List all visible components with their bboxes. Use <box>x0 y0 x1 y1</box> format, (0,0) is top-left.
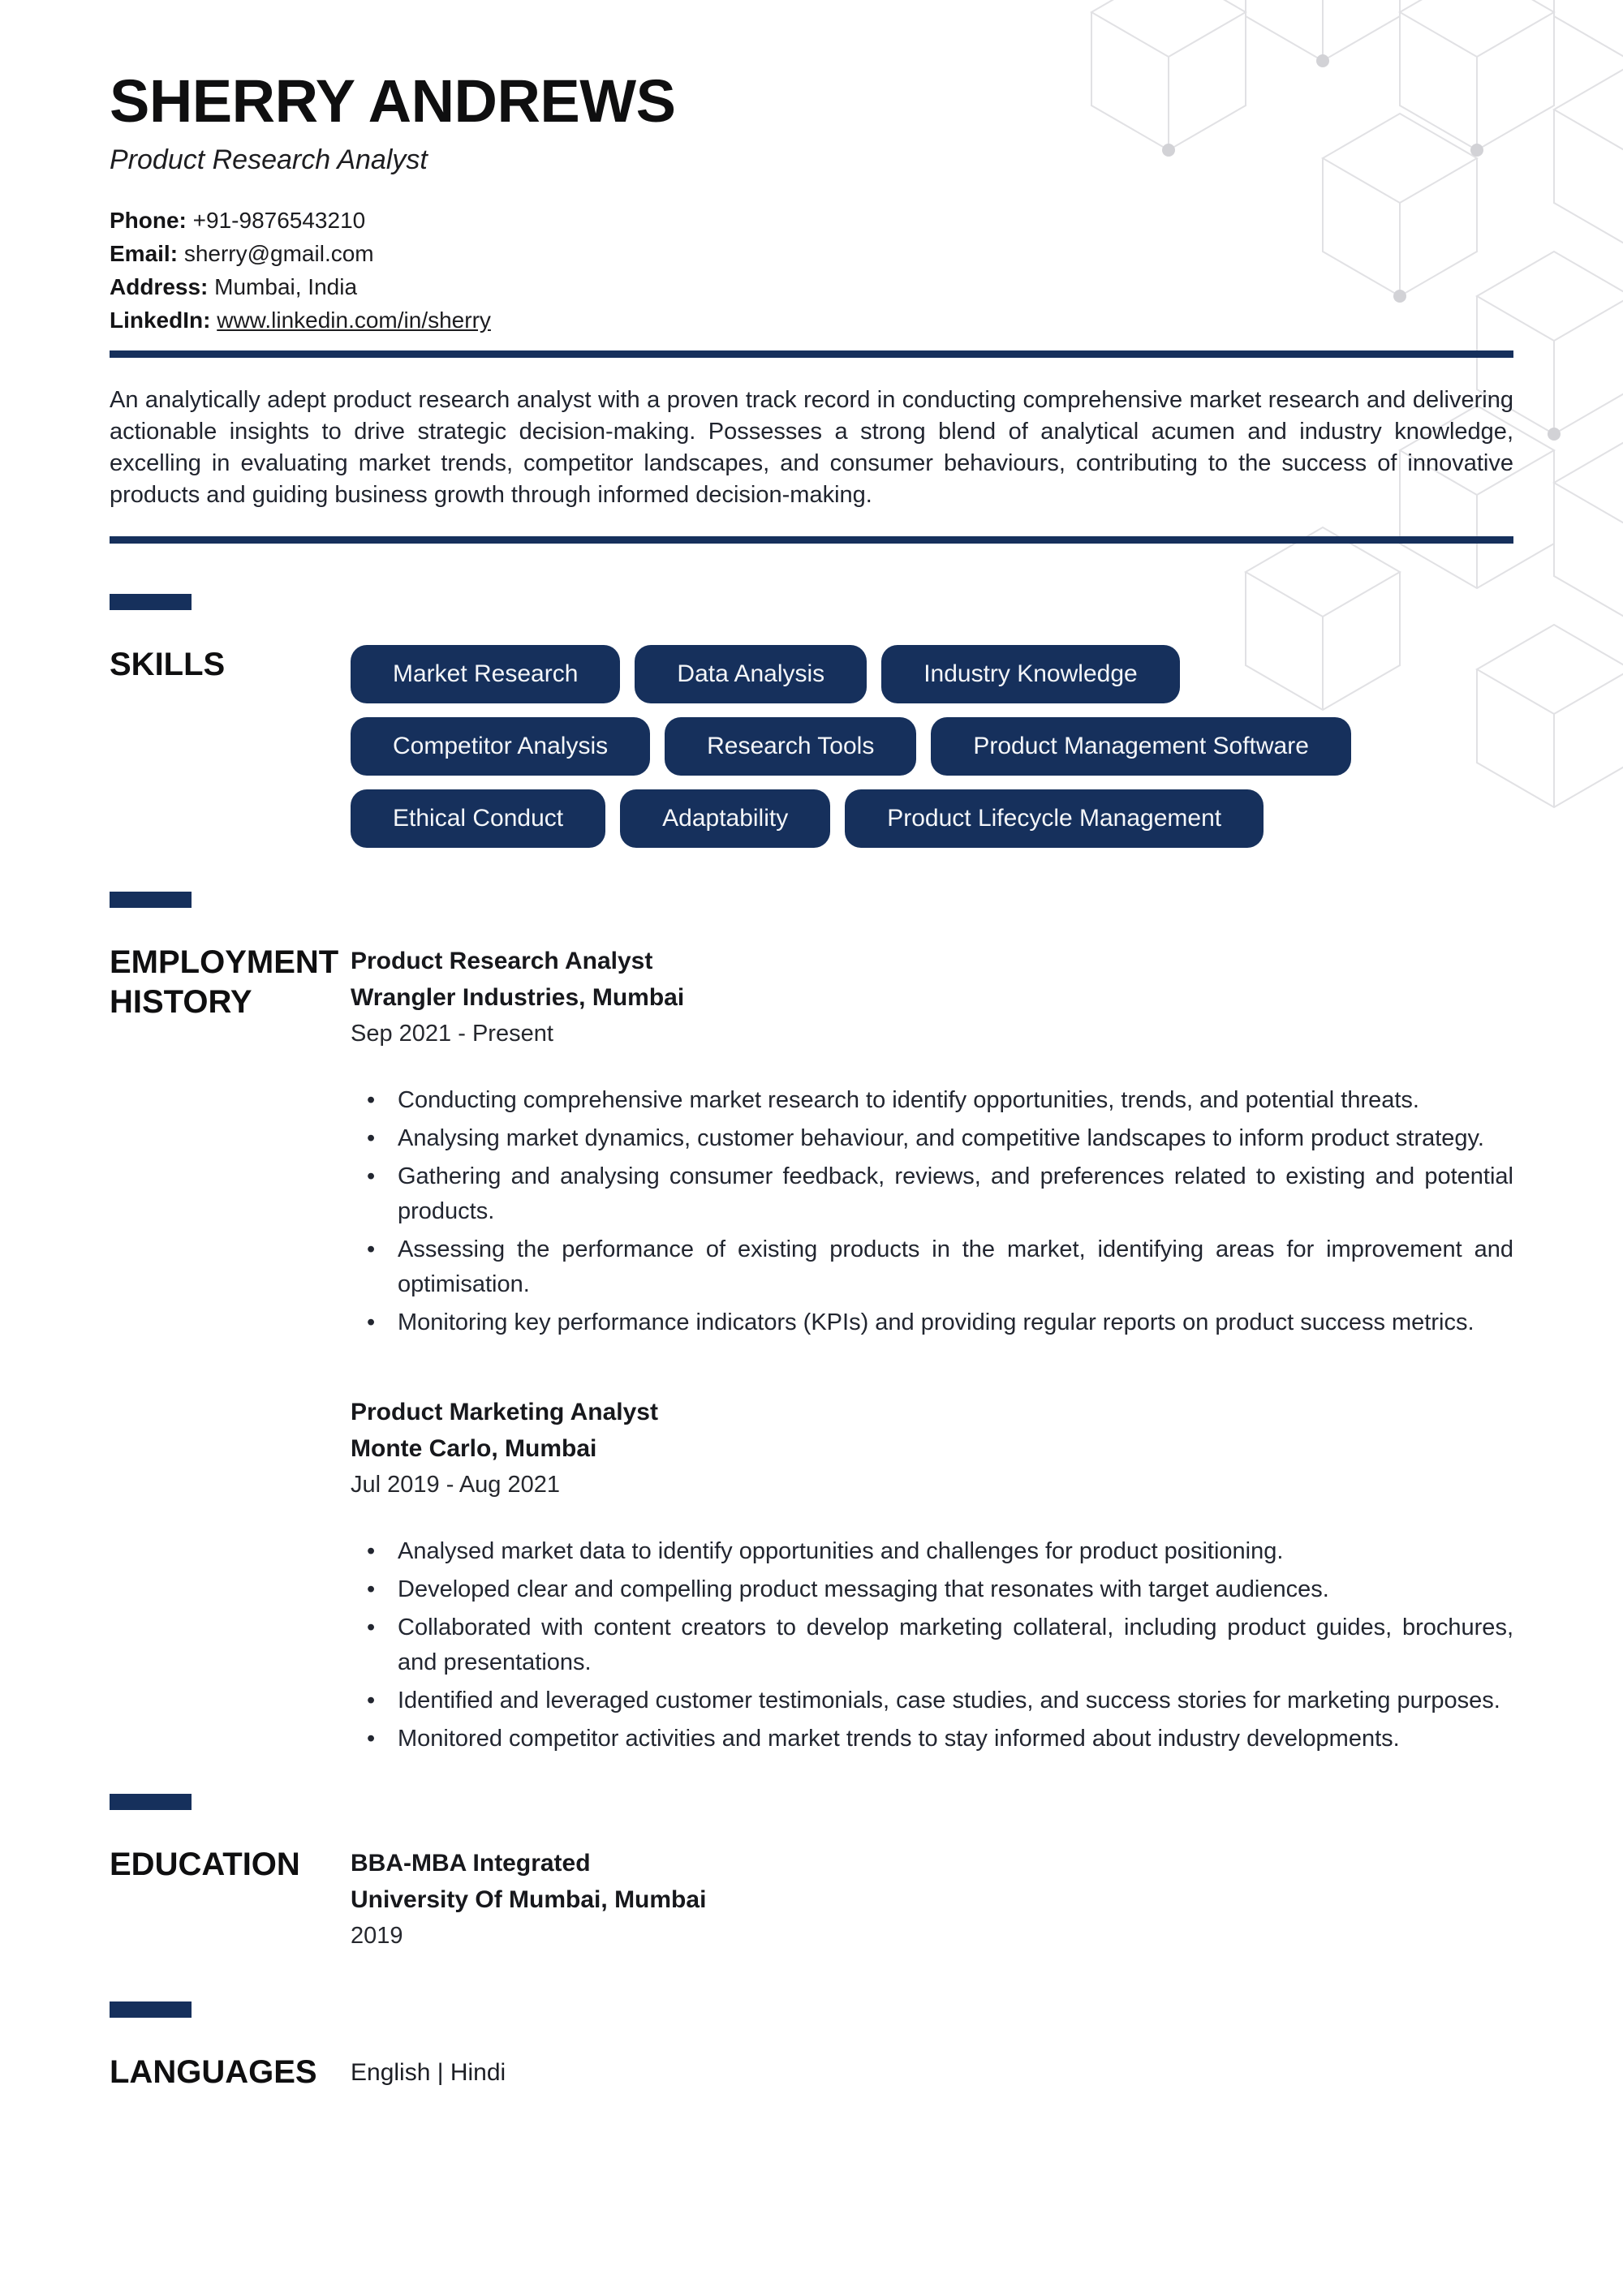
linkedin-label: LinkedIn: <box>110 307 211 333</box>
resume-content <box>110 0 1513 2092</box>
employment-heading-line1: EMPLOYMENT <box>110 944 339 980</box>
education-school: University Of Mumbai, Mumbai <box>351 1885 707 1913</box>
job-bullet-list <box>351 1534 1513 1756</box>
address-label: Address: <box>110 273 209 299</box>
contact-email-line <box>110 237 1513 270</box>
contact-block <box>110 204 1513 337</box>
education-grid <box>110 1845 1513 1954</box>
skill-pill: Adaptability <box>620 789 830 848</box>
job-company: Monte Carlo, Mumbai <box>351 1434 597 1462</box>
job-list <box>351 943 1513 1760</box>
employment-grid <box>110 943 1513 1760</box>
skills-heading: SKILLS <box>110 646 226 682</box>
job-title: Product Research Analyst <box>351 947 653 974</box>
section-marker <box>110 2001 192 2018</box>
education-heading: EDUCATION <box>110 1846 300 1882</box>
job-company: Wrangler Industries, Mumbai <box>351 983 685 1011</box>
section-marker <box>110 1794 192 1810</box>
skill-pill: Ethical Conduct <box>351 789 605 848</box>
languages-grid <box>110 2053 1513 2092</box>
languages-heading: LANGUAGES <box>110 2053 317 2090</box>
professional-summary: An analytically adept product research analyst with a proven track record in conducting comprehensive market research and delivering actionable insights to drive strategic decision-making. Possesses a strong blend of analytical acumen and industry knowledge, excelling in evaluating market trends, competitor landscapes, and consumer behaviours, contributing to the success of innovative products and guiding business growth through informed decision-making. <box>110 386 1513 508</box>
job-bullet-list <box>351 1083 1513 1340</box>
person-name: SHERRY ANDREWS <box>110 67 676 135</box>
skill-pill-row <box>351 717 1513 776</box>
phone-label: Phone: <box>110 207 187 233</box>
job-bullet: • Analysed market data to identify opportunities and challenges for product positioning. <box>351 1534 1513 1569</box>
employment-heading <box>110 943 351 1022</box>
section-marker <box>110 594 192 610</box>
skill-pill: Product Management Software <box>931 717 1351 776</box>
job-bullet: • Monitoring key performance indicators (KPIs) and providing regular reports on product success metrics. <box>351 1305 1513 1340</box>
job-dates: Jul 2019 - Aug 2021 <box>351 1471 560 1498</box>
languages-value: English | Hindi <box>351 2058 506 2086</box>
job-entry <box>351 943 1513 1340</box>
divider <box>110 536 1513 544</box>
employment-heading-line2: HISTORY <box>110 983 252 1020</box>
job-entry <box>351 1394 1513 1756</box>
skill-pill-row <box>351 645 1513 703</box>
education-entry <box>351 1845 1513 1954</box>
header <box>110 0 1513 337</box>
skill-pill: Market Research <box>351 645 620 703</box>
employment-section <box>110 892 1513 1760</box>
job-bullet: • Developed clear and compelling product messaging that resonates with target audiences. <box>351 1572 1513 1607</box>
education-section <box>110 1794 1513 1954</box>
job-bullet: • Conducting comprehensive market research to identify opportunities, trends, and potential threats. <box>351 1083 1513 1118</box>
job-bullet: • Monitored competitor activities and market trends to stay informed about industry developments. <box>351 1722 1513 1756</box>
address-value: Mumbai, India <box>214 273 358 299</box>
languages-section <box>110 2001 1513 2092</box>
job-bullet: • Gathering and analysing consumer feedback, reviews, and preferences related to existing and potential products. <box>351 1159 1513 1229</box>
job-bullet: • Identified and leveraged customer testimonials, case studies, and success stories for marketing purposes. <box>351 1683 1513 1718</box>
job-bullet: • Analysing market dynamics, customer behaviour, and competitive landscapes to inform product strategy. <box>351 1121 1513 1156</box>
job-dates: Sep 2021 - Present <box>351 1020 553 1047</box>
contact-phone-line <box>110 204 1513 237</box>
section-marker <box>110 892 192 908</box>
job-title: Product Marketing Analyst <box>351 1398 658 1425</box>
skill-pill: Product Lifecycle Management <box>845 789 1264 848</box>
skills-section <box>110 594 1513 848</box>
education-degree: BBA-MBA Integrated <box>351 1849 591 1877</box>
email-label: Email: <box>110 240 179 266</box>
skill-pill: Research Tools <box>665 717 916 776</box>
phone-value: +91-9876543210 <box>192 207 366 233</box>
skill-pill: Industry Knowledge <box>881 645 1180 703</box>
job-bullet: • Collaborated with content creators to develop marketing collateral, including product guides, brochures, and presentations. <box>351 1610 1513 1680</box>
skill-pill: Competitor Analysis <box>351 717 650 776</box>
skill-pills <box>351 645 1513 848</box>
skill-pill: Data Analysis <box>635 645 867 703</box>
person-job-title: Product Research Analyst <box>110 144 428 175</box>
skill-pill-row <box>351 789 1513 848</box>
email-value: sherry@gmail.com <box>183 240 374 266</box>
divider <box>110 350 1513 358</box>
contact-linkedin-line <box>110 303 1513 337</box>
job-bullet: • Assessing the performance of existing products in the market, identifying areas for improvement and optimisation. <box>351 1232 1513 1302</box>
education-year: 2019 <box>351 1922 403 1949</box>
contact-address-line <box>110 270 1513 303</box>
skills-grid <box>110 645 1513 848</box>
linkedin-link[interactable]: www.linkedin.com/in/sherry <box>217 307 491 333</box>
